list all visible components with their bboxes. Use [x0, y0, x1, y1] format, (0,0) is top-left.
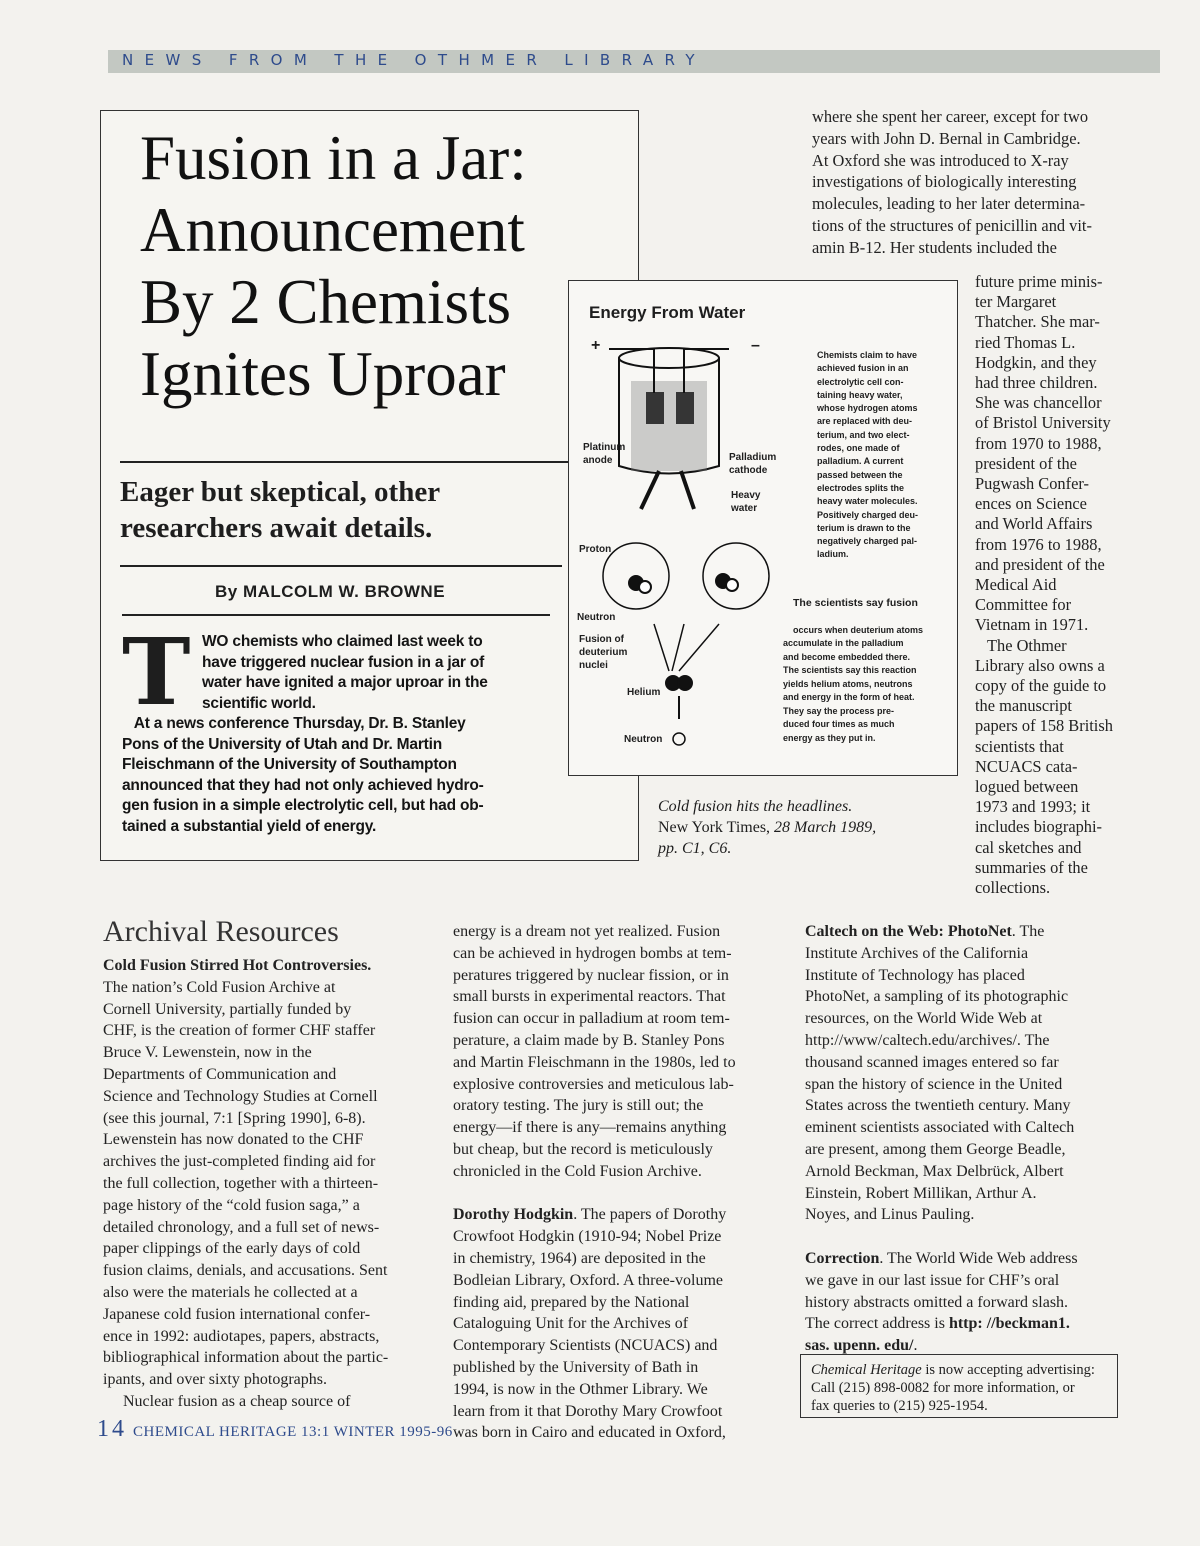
col3-address: http: //beckman1. sas. upenn. edu/	[805, 1315, 1070, 1355]
ad-text: is now accepting advertising: Call (215) 898-0082 for more information, or fax queries to (215) 925-1954.	[811, 1362, 1095, 1414]
ad-title: Chemical Heritage	[811, 1362, 922, 1378]
footer-publication: CHEMICAL HERITAGE 13:1 WINTER 1995-96	[133, 1424, 453, 1440]
diagram-text-claim: Chemists claim to have achieved fusion in an electrolytic cell con- taining heavy water, whose hydrogen atoms are replaced with deu- terium, and two elect- rodes, one made of palladium. A current passed between the electrodes splits the heavy water molecules. Positively charged deu- terium is drawn to the negatively charged pal- ladium.	[817, 350, 919, 560]
proton-label: Proton	[579, 544, 612, 555]
clipping-headline: Fusion in a Jar: Announcement By 2 Chemists Ignites Uproar	[140, 123, 527, 409]
right-column-narrow: future prime minis- ter Margaret Thatcher. She mar- ried Thomas L. Hodgkin, and they had three children. She was chancellor of Bristol University from 1970 to 1988, president of the Pugwash Confer- ences on Science and World Affairs from 1976 to 1988, and president of the Medical Aid Committee for Vietnam in 1971. The Othmer Library also owns a copy of the guide to the manuscript papers of 158 British scientists that NCUACS cata- logued between 1973 and 1993; it includes biographi- cal sketches and summaries of the collections.	[975, 272, 1113, 898]
energy-from-water-diagram	[568, 280, 958, 776]
section-header-band	[108, 50, 1160, 73]
heavy-water-label: Heavy water	[731, 490, 761, 514]
divider	[120, 461, 595, 463]
caption-title: Cold fusion hits the headlines.	[658, 798, 853, 815]
divider	[122, 614, 550, 616]
diagram-title: Energy From Water	[589, 303, 746, 322]
advertising-notice-box	[800, 1354, 1118, 1418]
col3-lead: Caltech on the Web: PhotoNet	[805, 923, 1012, 940]
col2-lead: Dorothy Hodgkin	[453, 1206, 574, 1224]
page-footer	[97, 1416, 453, 1443]
anode-label: Platinum anode	[583, 442, 626, 466]
clipping-lead: WO chemists who claimed last week to have triggered nuclear fusion in a jar of water have ignited a major uproar in the scientific world.	[202, 633, 488, 712]
neutron-label: Neutron	[624, 734, 663, 745]
diagram-text-lead: The scientists say fusion	[793, 596, 918, 609]
col2-body: energy is a dream not yet realized. Fusion can be achieved in hydrogen bombs at tem- peratures triggered by nuclear fission, or in small bursts in experimental reactors. That fusion can occur in palladium at room tem- perature, a claim made by B. Stanley Pons and Martin Fleischmann in the 1980s, led to explosive controversies and meticulous lab- oratory testing. The jury is still out; the energy—if there is any—remains anything but cheap, but the record is meticulously chronicled in the Cold Fusion Archive.	[453, 923, 736, 1180]
clipping-body: At a news conference Thursday, Dr. B. Stanley Pons of the University of Utah and Dr. Martin Fleischmann of the University of Southampton announced that they had not only achieved hydro- gen fusion in a simple electrolytic cell, but had ob- tained a substantial yield of energy.	[122, 715, 484, 835]
page-number: 14	[97, 1416, 127, 1442]
fusion-label: Fusion of deuterium nuclei	[579, 634, 628, 671]
neutron-label: Neutron	[577, 612, 616, 623]
column-2	[453, 921, 736, 1444]
cathode-label: Palladium cathode	[729, 452, 777, 476]
col1-lead: Cold Fusion Stirred Hot Controversies.	[103, 957, 372, 974]
figure-caption	[658, 796, 876, 859]
right-column-wide: where she spent her career, except for two years with John D. Bernal in Cambridge. At Oxford she was introduced to X-ray investigations of biologically interesting molecules, leading to her later determina- tions of the structures of penicillin and vit- amin B-12. Her students included the	[812, 107, 1092, 257]
col3-end: .	[913, 1337, 918, 1355]
clipping-byline: By MALCOLM W. BROWNE	[215, 582, 446, 601]
deuterium-circle	[703, 543, 769, 609]
section-header-text: NEWS FROM THE OTHMER LIBRARY	[122, 51, 706, 69]
col3-body: . The Institute Archives of the California Institute of Technology has placed PhotoNet, a sampling of its photographic resources, on the World Wide Web at http://www/caltech.edu/archives/. The thousand scanned images entered so far span the history of science in the United States across the twentieth century. Many eminent scientists associated with Caltech are present, among them George Beadle, Arnold Beckman, Max Delbrück, Albert Einstein, Robert Millikan, Arthur A. Noyes, and Linus Pauling.	[805, 923, 1075, 1224]
section-heading: Archival Resources	[103, 915, 339, 948]
minus-terminal: –	[751, 337, 760, 354]
caption-pages: pp. C1, C6.	[658, 840, 732, 857]
caption-date: 28 March 1989,	[774, 819, 877, 836]
drop-cap: T	[122, 618, 191, 726]
col1-body: The nation’s Cold Fusion Archive at Cornell University, partially funded by CHF, is the creation of former CHF staffer Bruce V. Lewenstein, now in the Departments of Communication and Science and Technology Studies at Cornell (see this journal, 7:1 [Spring 1990], 6-8). Lewenstein has now donated to the CHF archives the just-completed finding aid for the full collection, together with a thirteen- page history of the “cold fusion saga,” a detailed chronology, and a full set of news- paper clippings of the early days of cold fusion claims, denials, and accusations. Sent also were the materials he collected at a Japanese cold fusion international confer- ence in 1992: audiotapes, papers, abstracts, bibliographical information about the partic- ipants, and over sixty photographs. Nuclear fusion as a cheap source of	[103, 978, 389, 1410]
clipping-subhead: Eager but skeptical, other researchers await details.	[120, 476, 441, 544]
plus-terminal: +	[591, 337, 601, 354]
column-1	[103, 955, 388, 1413]
divider	[120, 565, 562, 567]
helium-label: Helium	[627, 687, 661, 698]
diagram-text-scientists: occurs when deuterium atoms accumulate in the palladium and become embedded there. The scientists say this reaction yields helium atoms, neutrons and energy in the form of heat. They say the process pre- duced four times as much energy as they put in.	[783, 624, 924, 743]
col3-body2: . The World Wide Web address we gave in our last issue for CHF’s oral history abstracts omitted a forward slash. The correct address is	[805, 1249, 1078, 1333]
col2-body2: . The papers of Dorothy Crowfoot Hodgkin (1910-94; Nobel Prize in chemistry, 1964) are deposited in the Bodleian Library, Oxford. A three-volume finding aid, prepared by the National Cataloguing Unit for the Archives of Contemporary Scientists (NCUACS) and published by the University of Bath in 1994, is now in the Othmer Library. We learn from it that Dorothy Mary Crowfoot was born in Cairo and educated in Oxford,	[453, 1206, 727, 1442]
caption-source: New York Times,	[658, 819, 775, 836]
col3-lead2: Correction	[805, 1249, 880, 1267]
column-3	[805, 921, 1078, 1357]
